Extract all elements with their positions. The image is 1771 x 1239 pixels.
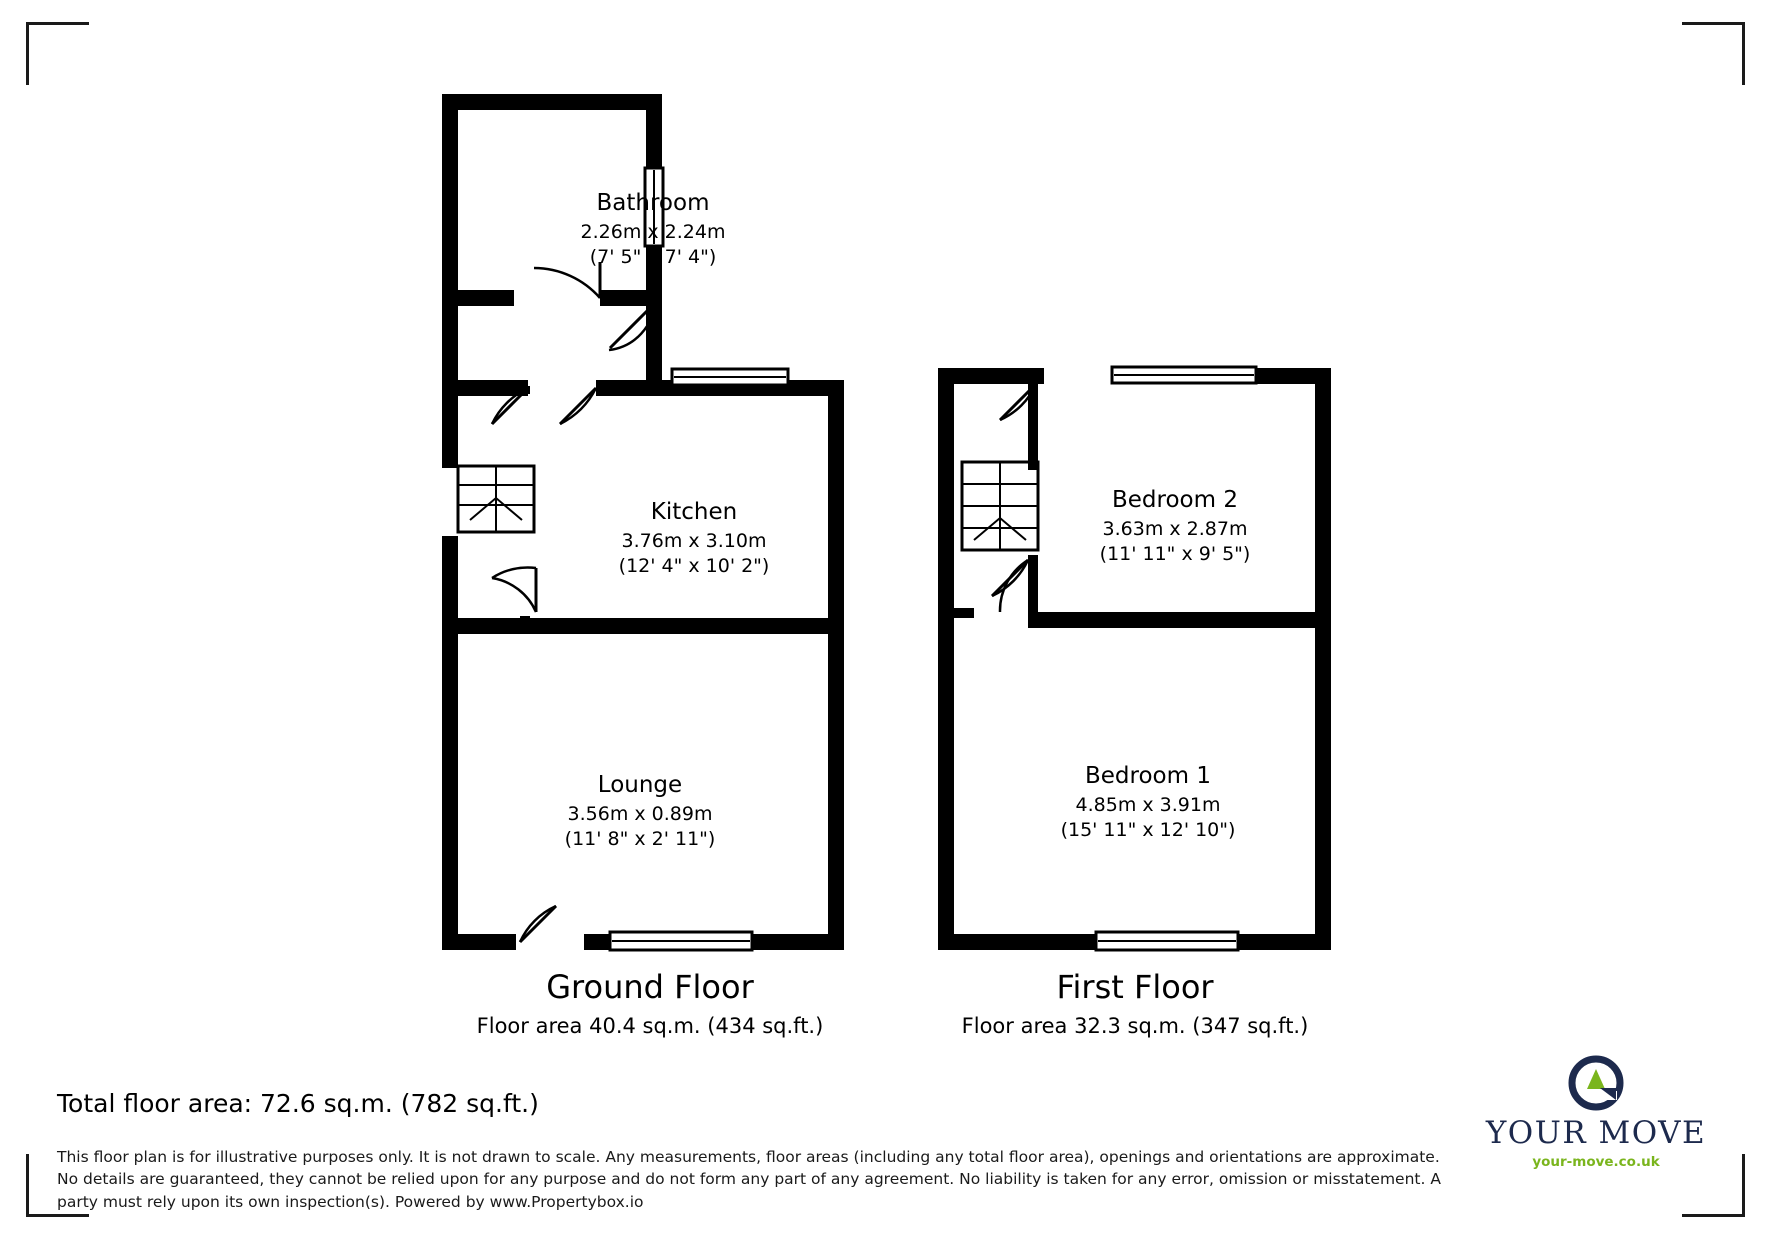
room-dimensions-metric: 4.85m x 3.91m: [1075, 794, 1221, 817]
brand-logo: [1481, 1055, 1711, 1170]
room-dimensions-imperial: (11' 8" x 2' 11"): [564, 828, 716, 851]
room-name: Bedroom 1: [1085, 763, 1211, 789]
floor-area: Floor area 32.3 sq.m. (347 sq.ft.): [961, 1014, 1309, 1038]
room-dimensions-metric: 3.56m x 0.89m: [567, 803, 713, 826]
room-label-bedroom-2: [1055, 485, 1295, 568]
total-floor-area: Total floor area: 72.6 sq.m. (782 sq.ft.): [57, 1089, 539, 1118]
room-dimensions-imperial: (15' 11" x 12' 10"): [1060, 819, 1236, 842]
brand-name: YOUR MOVE: [1485, 1115, 1707, 1151]
room-dimensions-imperial: (12' 4" x 10' 2"): [618, 555, 770, 578]
room-label-kitchen: [574, 497, 814, 580]
brand-url: your-move.co.uk: [1532, 1154, 1660, 1170]
ground-floor-caption: [420, 968, 880, 1038]
floor-title: First Floor: [1056, 968, 1214, 1006]
room-dimensions-metric: 3.76m x 3.10m: [621, 530, 767, 553]
room-name: Bathroom: [596, 190, 710, 216]
room-dimensions-imperial: (7' 5" x 7' 4"): [589, 246, 717, 269]
disclaimer-text: This floor plan is for illustrative purposes only. It is not drawn to scale. Any measurements, floor areas (including any total floor area), openings and orientations are approximate. No details are guaranteed, they cannot be relied upon for any purpose and do not form any part of any agreement. No liability is taken for any error, omission or misstatement. A party must rely upon its own inspection(s). Powered by www.Propertybox.io: [57, 1148, 1441, 1211]
room-dimensions-metric: 2.26m x 2.24m: [580, 221, 726, 244]
your-move-circle-icon: [1568, 1055, 1624, 1111]
floor-title: Ground Floor: [546, 968, 754, 1006]
floor-area: Floor area 40.4 sq.m. (434 sq.ft.): [476, 1014, 824, 1038]
room-name: Kitchen: [650, 499, 738, 525]
first-floor-drawing: [938, 367, 1331, 950]
room-label-bathroom: [553, 188, 753, 271]
room-dimensions-imperial: (11' 11" x 9' 5"): [1099, 543, 1251, 566]
room-label-lounge: [520, 770, 760, 853]
room-name: Bedroom 2: [1112, 487, 1238, 513]
room-name: Lounge: [597, 772, 683, 798]
room-dimensions-metric: 3.63m x 2.87m: [1102, 518, 1248, 541]
room-label-bedroom-1: [1018, 761, 1278, 844]
first-floor-caption: [905, 968, 1365, 1038]
